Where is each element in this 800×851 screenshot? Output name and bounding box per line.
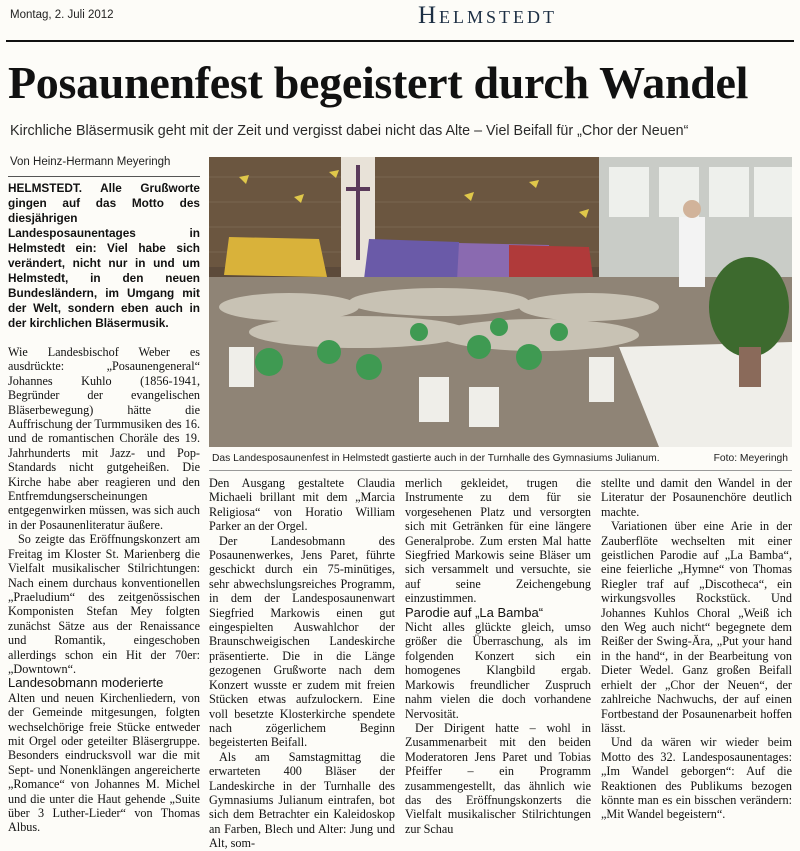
subheading-la-bamba: Parodie auf „La Bamba“ (405, 604, 544, 620)
section-title: Helmstedt (418, 2, 558, 29)
lead-paragraph (8, 181, 200, 331)
header-rule (6, 40, 794, 42)
caption-text: Das Landesposaunenfest in Helmstedt gastierte auch in der Turnhalle des Gymnasiums Julianum. (212, 453, 660, 464)
paragraph: Nicht alles glückte gleich, umso größer die Überraschung, als im folgenden Konzert sich ein homogenes Klangbild ergab. Markowis freundlicher Zuspruch nahm vielen die doch vorhandene Nervosität. (405, 620, 591, 721)
gym-concert-photo (209, 157, 792, 447)
paragraph: So zeigte das Eröffnungskonzert am Freitag im Kloster St. Marienberg die Vielfalt musikalischer Stilrichtungen: Nach einem durchaus konventionellen „Praeludium“ des zeitgenössischen Komponisten Stefan Mey folgten zunächst Sätze aus der Renaissance und Romantik, eingeschoben allerdings schon ein Hit der 70er: „Downtown“. (8, 532, 200, 676)
caption-rule (209, 470, 792, 471)
subheading-landesobmann: Landesobmann moderierte (8, 675, 164, 691)
paragraph: merlich gekleidet, trugen die Instrumente zu dem für sie vorgesehenen Platz und versorgten sich mit Getränken für eine längere Generalprobe. Zum ersten Mal hatte Siegfried Markowis seine Bläser um sich versammelt und versuchte, sie auf seine Zeichengebung einzustimmen. (405, 476, 591, 606)
byline: Von Heinz-Hermann Meyeringh (10, 156, 171, 168)
paragraph: Als am Samstagmittag die erwarteten 400 Bläser der Landeskirche in der Turnhalle des Gymnasiums Julianum eintrafen, bot sich dem Betrachter ein Kaleidoskop an Farben, Blech und Alter: Jung und Alt, som- (209, 749, 395, 851)
paragraph: Den Ausgang gestaltete Claudia Michaeli brillant mit dem „Marcia Religiosa“ von Horatio William Parker an der Orgel. (209, 476, 395, 534)
photo-credit: Foto: Meyeringh (713, 453, 788, 464)
article-photo (209, 157, 792, 447)
byline-rule (8, 176, 200, 177)
lead-text: Alle Grußworte gingen auf das Motto des diesjährigen Landesposaunentages in Helmstedt ein: Viel habe sich verändert, nicht nur in und um Helmstedt, in den neuen Bundesländern, im Umgang mit der Welt, sondern eben auch in der kirchlichen Bläsermusik. (8, 181, 200, 330)
paragraph: stellte und damit den Wandel in der Literatur der Posaunenchöre deutlich machte. (601, 476, 792, 519)
paragraph: Und da wären wir wieder beim Motto des 32. Landesposaunentages: „Im Wandel geborgen“: Auf die Reaktionen des Publikums bezogen könnte man es ein bisschen verändern: „Mit Wandel begeistern“. (601, 735, 792, 822)
subheadline: Kirchliche Bläsermusik geht mit der Zeit und vergisst dabei nicht das Alte – Viel Beifall für „Chor der Neuen“ (10, 123, 689, 139)
column-3 (405, 476, 591, 836)
column-2 (209, 476, 395, 851)
paragraph: Alten und neuen Kirchenliedern, von der Gemeinde mitgesungen, folgten wechselchörige freie Stücke entweder mit Orgel oder geteilter Bläsergruppe. Besonders eindrucksvoll war die mit Sept- und Nonenklängen angereicherte „Romance“ von Johannes M. Michel und die unter die Haut gehende „Suite über 3 Luther-Lieder“ von Thomas Albus. (8, 690, 200, 835)
paragraph: Wie Landesbischof Weber es ausdrückte: „Posaunengeneral“ Johannes Kuhlo (1856-1941, Begründer der evangelischen Bläserbewegung) hätte die Auffrischung der Turmmusiken des 16. und de romantischen Choräle des 19. Jahrhunderts mit Jazz- und Pop-Standards nicht gutgeheißen. Die Kirche habe aber reagieren und den Entfremdungserscheinungen entgegenwirken müssen, was sich auch in der Posaunenliteratur äußere. (8, 345, 200, 532)
paragraph: Variationen über eine Arie in der Zauberflöte wechselten mit einer geistlichen Parodie auf „La Bamba“, eine feierliche „Hymne“ von Thomas Riegler traf auf „Discotheca“, ein wirkungsvolles Rockstück. Und Johannes Kuhlos Choral „Weiß ich den Weg auch nicht“ begegnete dem Reißer der Swing-Ära, „Put your hand in the hand“, in der Bearbeitung von Dieter Wedel. Ganz großen Beifall erhielt der „Chor der Neuen“, der zahlreiche Nachwuchs, der auf einen Fortbestand der Posaunenarbeit hoffen lässt. (601, 519, 792, 735)
issue-date: Montag, 2. Juli 2012 (10, 9, 114, 21)
headline: Posaunenfest begeistert durch Wandel (8, 57, 749, 108)
column-4 (601, 476, 792, 822)
paragraph: Der Dirigent hatte – wohl in Zusammenarbeit mit den beiden Moderatoren Jens Paret und Tobias Pfeiffer – ein Programm zusammengestellt, das ähnlich wie das des Eröffnungskonzerts die Vielfalt musikalischer Stilrichtungen zur Schau (405, 720, 591, 836)
lead-place: HELMSTEDT. (8, 181, 83, 195)
column-1 (8, 181, 200, 835)
paragraph: Der Landesobmann des Posaunenwerkes, Jens Paret, führte geschickt durch ein 75-minütiges, sehr abwechslungsreiches Programm, in dem der Landesposaunenwart Siegfried Markowis einen gut eingespielten Auswahlchor der Braunschweigischen Landeskirche präsentierte. Die in die Länge gezogenen Grußworte nach dem Konzert wusste er zudem mit freien Stücken etwas aufzulockern. Eine voll besetzte Klosterkirche spendete nach zögerlichem Beginn begeisterten Beifall. (209, 533, 395, 750)
